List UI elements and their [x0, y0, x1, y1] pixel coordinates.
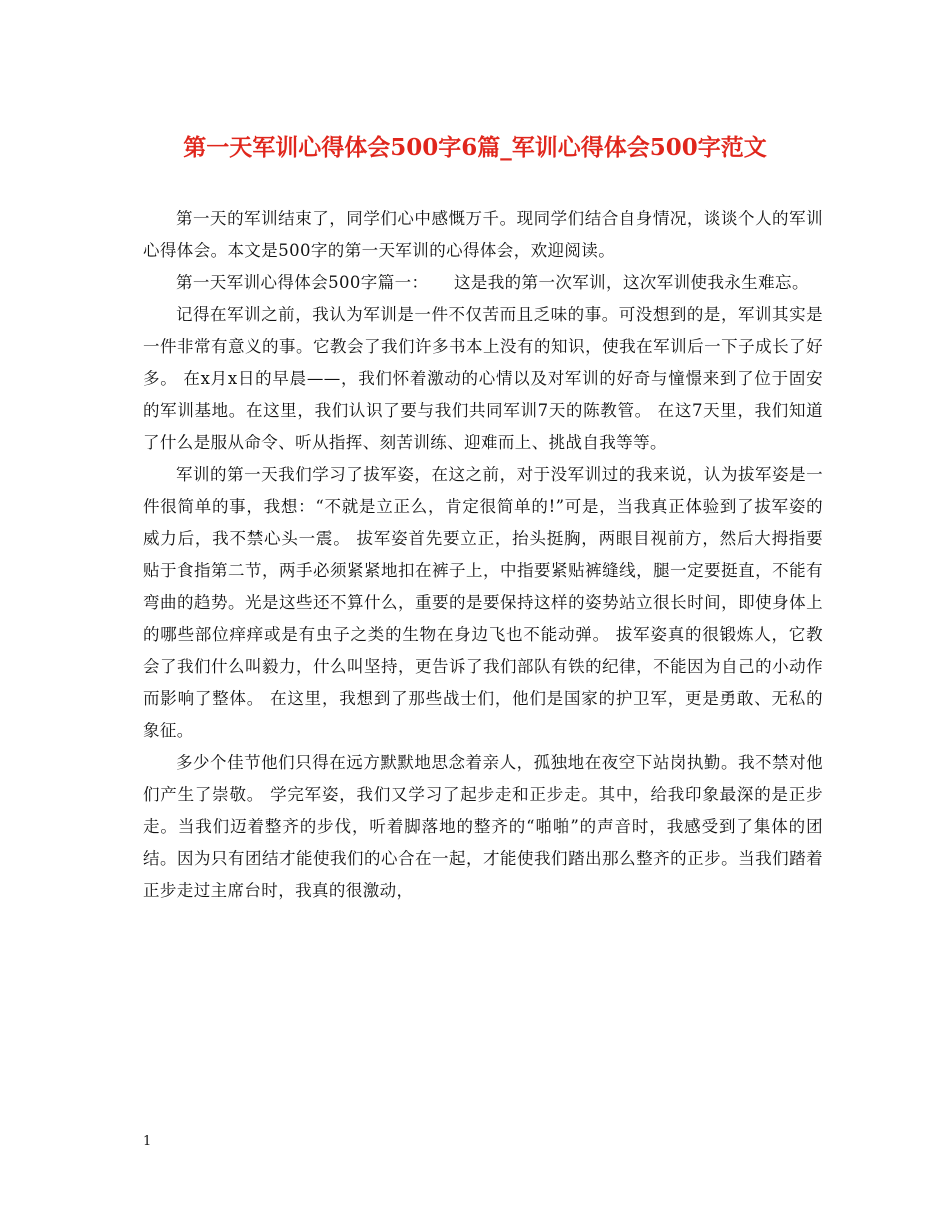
paragraph-section-heading: 第一天军训心得体会500字篇一： 这是我的第一次军训，这次军训使我永生难忘。 — [176, 273, 809, 292]
paragraph-before-training: 记得在军训之前，我认为军训是一件不仅苦而且乏味的事。可没想到的是，军训其实是一件非常有意义的事。它教会了我们许多书本上没有的知识，使我在军训后一下子成长了好多。 在x月x日的早晨——，我们怀着激动的心情以及对军训的好奇与憧憬来到了位于固安的军训基地。在这里，我们认识了要与我们共同军训7天的陈教管。 在这7天里，我们知道了什么是服从命令、听从指挥、刻苦训练、迎难而上、挑战自我等等。 — [143, 305, 823, 452]
paragraph-intro: 第一天的军训结束了，同学们心中感慨万千。现同学们结合自身情况，谈谈个人的军训心得体会。本文是500字的第一天军训的心得体会，欢迎阅读。 — [143, 209, 823, 260]
document-title: 第一天军训心得体会500字6篇_军训心得体会500字范文 — [183, 134, 767, 161]
page-number: 1 — [143, 1134, 152, 1149]
document-body — [143, 203, 823, 907]
paragraph-military-posture: 军训的第一天我们学习了拔军姿，在这之前，对于没军训过的我来说，认为拔军姿是一件很简单的事，我想：“不就是立正么，肯定很简单的!”可是，当我真正体验到了拔军姿的威力后，我不禁心头一震。 拔军姿首先要立正，抬头挺胸，两眼目视前方，然后大拇指要贴于食指第二节，两手必须紧紧地扣在裤子上，中指要紧贴裤缝线，腿一定要挺直，不能有弯曲的趋势。光是这些还不算什么，重要的是要保持这样的姿势站立很长时间，即使身体上的哪些部位痒痒或是有虫子之类的生物在身边飞也不能动弹。 拔军姿真的很锻炼人，它教会了我们什么叫毅力，什么叫坚持，更告诉了我们部队有铁的纪律，不能因为自己的小动作而影响了整体。 在这里，我想到了那些战士们，他们是国家的护卫军，更是勇敢、无私的象征。 — [143, 465, 823, 740]
paragraph-marching: 多少个佳节他们只得在远方默默地思念着亲人，孤独地在夜空下站岗执勤。我不禁对他们产生了崇敬。 学完军姿，我们又学习了起步走和正步走。其中，给我印象最深的是正步走。当我们迈着整齐的步伐，听着脚落地的整齐的“啪啪”的声音时，我感受到了集体的团结。因为只有团结才能使我们的心合在一起，才能使我们踏出那么整齐的正步。当我们踏着正步走过主席台时，我真的很激动， — [143, 753, 823, 900]
